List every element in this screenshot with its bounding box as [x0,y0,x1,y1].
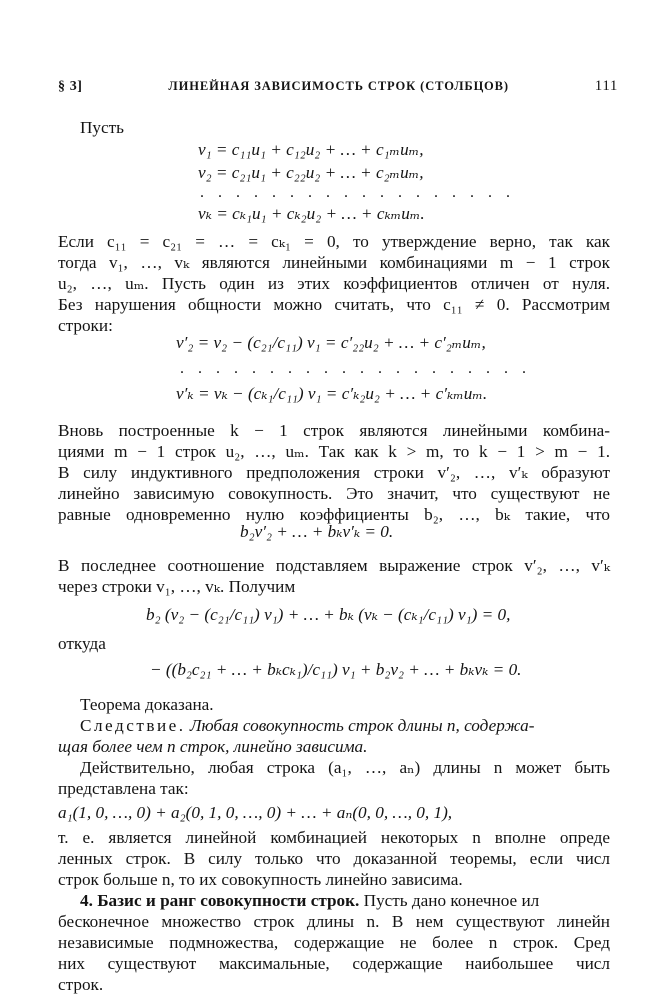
text-line: Теорема доказана. [80,695,214,714]
text-line: через строки v₁, …, vₖ. Получим [58,577,296,596]
equation-v2-prime: v′₂ = v₂ − (c₂₁/c₁₁) v₁ = c′₂₂u₂ + … + c′₂ₘuₘ, [176,333,486,352]
text-line: циями m − 1 строк u₂, …, uₘ. Так как k > m, то k − 1 > m − 1. [58,442,610,461]
equation-vk: vₖ = cₖ₁u₁ + cₖ₂u₂ + … + cₖₘuₘ. [198,204,425,223]
chapter-title: ЛИНЕЙНАЯ ЗАВИСИМОСТЬ СТРОК (СТОЛБЦОВ) [168,79,509,93]
text-line: независимые подмножества, содержащие не более n строк. Сред [58,933,610,952]
equation-v1: v₁ = c₁₁u₁ + c₁₂u₂ + … + c₁ₘuₘ, [198,140,424,159]
equation-ellipsis-row: . . . . . . . . . . . . . . . . . . . . [180,360,531,377]
corollary-text: Любая совокупность строк длины n, содержа- [189,716,535,735]
text-line: бесконечное множество строк длины n. В нем существуют линейн [58,912,610,931]
text-line: линейно зависимую совокупность. Это значит, что существуют не [58,484,610,503]
section-heading: 4. Базис и ранг совокупности строк. [80,891,360,910]
text-line: строки: [58,316,113,335]
text-line: Пусть [80,118,124,137]
equation-substitution: b₂ (v₂ − (c₂₁/c₁₁) v₁) + … + bₖ (vₖ − (cₖ₁/c₁₁) v₁) = 0, [146,605,511,624]
text-line: ленных строк. В силу только что доказанной теоремы, если числ [58,849,610,868]
text-line: В последнее соотношение подставляем выражение строк v′₂, …, v′ₖ [58,556,610,575]
equation-vk-prime: v′ₖ = vₖ − (cₖ₁/c₁₁) v₁ = c′ₖ₂u₂ + … + c′ₖₘuₘ. [176,384,488,403]
corollary-label: Следствие. [80,716,186,735]
section-label: § 3] [58,79,83,94]
equation-result: − ((b₂c₂₁ + … + bₖcₖ₁)/c₁₁) v₁ + b₂v₂ + … + bₖvₖ = 0. [150,660,522,679]
text-line: Если c₁₁ = c₂₁ = … = cₖ₁ = 0, то утверждение верно, так как [58,232,610,251]
equation-linear-combination: b₂v′₂ + … + bₖv′ₖ = 0. [240,522,394,541]
text-line: равные одновременно нулю коэффициенты b₂, …, bₖ такие, что [58,505,610,524]
corollary-line [80,716,610,736]
text-line: т. е. является линейной комбинацией некоторых n вполне опреде [58,828,610,847]
text-line: В силу индуктивного предположения строки v′₂, …, v′ₖ образуют [58,463,610,482]
equation-ellipsis-row: . . . . . . . . . . . . . . . . . . [200,184,515,201]
equation-basis-expansion: a₁(1, 0, …, 0) + a₂(0, 1, 0, …, 0) + … + aₙ(0, 0, …, 0, 1), [58,803,453,822]
text-line: представлена так: [58,779,189,798]
page-number: 111 [594,78,618,94]
section-heading-line [80,891,610,911]
text-line: них существуют максимальные, содержащие наибольшее числ [58,954,610,973]
text-line: Без нарушения общности можно считать, что c₁₁ ≠ 0. Рассмотрим [58,295,610,314]
text-line: тогда v₁, …, vₖ являются линейными комбинациями m − 1 строк [58,253,610,272]
text-line: откуда [58,634,106,653]
equation-v2: v₂ = c₂₁u₁ + c₂₂u₂ + … + c₂ₘuₘ, [198,163,424,182]
text-line: Действительно, любая строка (a₁, …, aₙ) длины n может быть [80,758,610,777]
text-span: Пусть дано конечное ил [363,891,540,910]
text-line: строк больше n, то их совокупность линейно зависима. [58,870,463,889]
text-line: строк. [58,975,104,994]
running-header [58,78,618,95]
text-line: Вновь построенные k − 1 строк являются линейными комбина- [58,421,610,440]
corollary-text: щая более чем n строк, линейно зависима. [58,737,368,756]
text-line: u₂, …, uₘ. Пусть один из этих коэффициентов отличен от нуля. [58,274,610,293]
